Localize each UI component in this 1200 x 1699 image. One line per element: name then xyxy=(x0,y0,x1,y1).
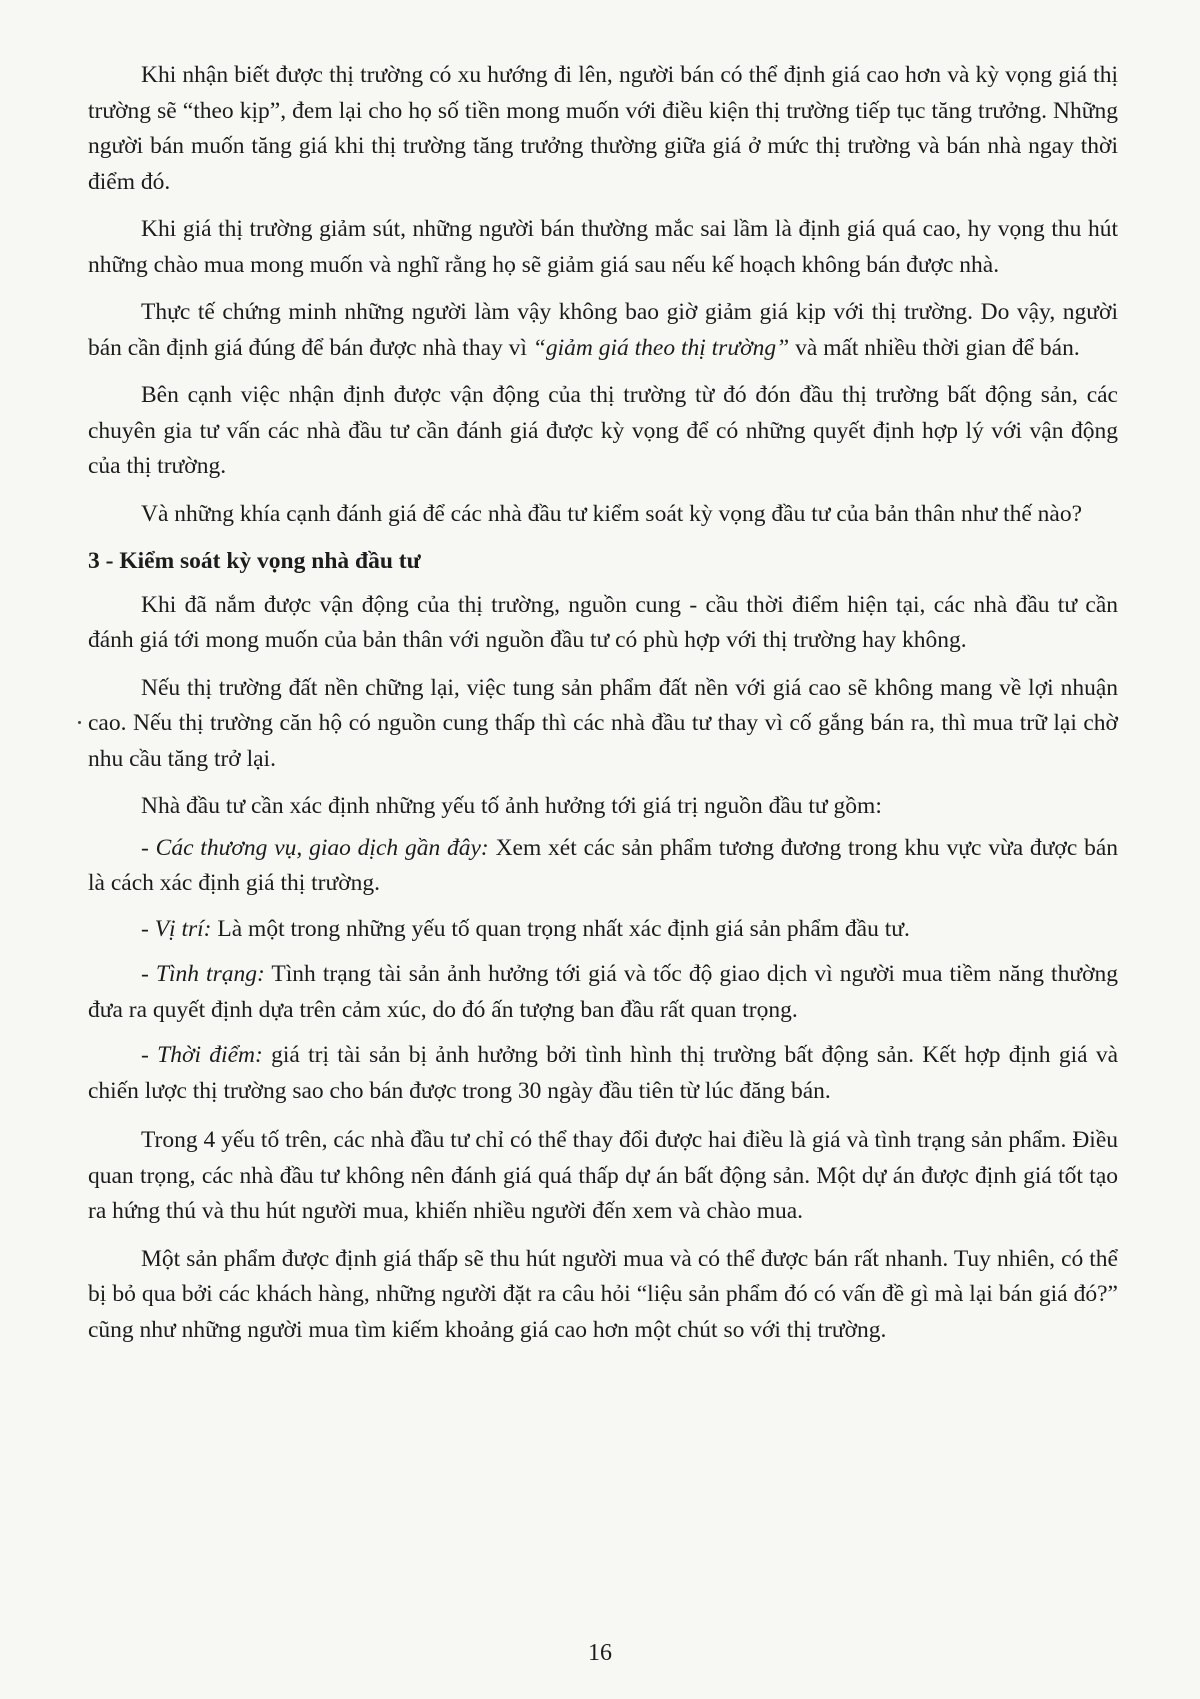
list-dash: - xyxy=(141,1042,158,1068)
paragraph: Trong 4 yếu tố trên, các nhà đầu tư chỉ có thể thay đổi được hai điều là giá và tình trạng sản phẩm. Điều quan trọng, các nhà đầu tư không nên đánh giá quá thấp dự án bất động sản. Một dự án được định giá tốt tạo ra hứng thú và thu hút người mua, khiến nhiều người đến xem và chào mua. xyxy=(88,1127,1118,1224)
paragraph: Nếu thị trường đất nền chững lại, việc tung sản phẩm đất nền với giá cao sẽ không mang về lợi nhuận cao. Nếu thị trường căn hộ có nguồn cung thấp thì các nhà đầu tư thay vì cố gắng bán ra, thì mua trữ lại chờ nhu cầu tăng trở lại. xyxy=(88,674,1118,772)
italic-quote: “giảm giá theo thị trường” xyxy=(532,334,790,361)
list-dash: - xyxy=(141,834,156,861)
factor-item xyxy=(88,912,1118,948)
page-number: 16 xyxy=(588,1640,612,1666)
paragraph: Và những khía cạnh đánh giá để các nhà đầu tư kiểm soát kỳ vọng đầu tư của bản thân như thế nào? xyxy=(141,500,1083,527)
factor-item xyxy=(88,831,1118,902)
paragraph: Khi đã nắm được vận động của thị trường, nguồn cung - cầu thời điểm hiện tại, các nhà đầu tư cần đánh giá tới mong muốn của bản thân với nguồn đầu tư có phù hợp với thị trường hay không. xyxy=(88,591,1118,653)
scan-speck xyxy=(78,721,81,724)
list-dash: - xyxy=(141,961,156,987)
page-body xyxy=(88,58,1118,1360)
paragraph: Một sản phẩm được định giá thấp sẽ thu hút người mua và có thể được bán rất nhanh. Tuy nhiên, có thể bị bỏ qua bởi các khách hàng, những người đặt ra câu hỏi “liệu sản phẩm đó có vấn đề gì mà lại bán giá đó?” cũng như những người mua tìm kiếm khoảng giá cao hơn một chút so với thị trường. xyxy=(88,1245,1118,1343)
paragraph: Bên cạnh việc nhận định được vận động của thị trường từ đó đón đầu thị trường bất động sản, các chuyên gia tư vấn các nhà đầu tư cần đánh giá được kỳ vọng để có những quyết định hợp lý với vận động của thị trường. xyxy=(88,382,1118,479)
section-heading: 3 - Kiểm soát kỳ vọng nhà đầu tư xyxy=(88,548,421,574)
factor-item xyxy=(88,1038,1118,1109)
list-dash: - xyxy=(141,915,155,942)
factor-term: Thời điểm: xyxy=(157,1042,263,1068)
paragraph xyxy=(88,295,1118,366)
factor-text: Là một trong những yếu tố quan trọng nhất xác định giá sản phẩm đầu tư. xyxy=(211,915,910,942)
factor-term: Vị trí: xyxy=(154,915,212,942)
factor-text: giá trị tài sản bị ảnh hưởng bởi tình hình thị trường bất động sản. Kết hợp định giá và chiến lược thị trường sao cho bán được trong 30 ngày đầu tiên từ lúc đăng bán. xyxy=(88,1042,1119,1104)
paragraph: Khi giá thị trường giảm sút, những người bán thường mắc sai lầm là định giá quá cao, hy vọng thu hút những chào mua mong muốn và nghĩ rằng họ sẽ giảm giá sau nếu kế hoạch không bán được nhà. xyxy=(88,216,1118,278)
factor-term: Các thương vụ, giao dịch gần đây: xyxy=(155,834,489,861)
factor-text: Tình trạng tài sản ảnh hưởng tới giá và tốc độ giao dịch vì người mua tiềm năng thường đưa ra quyết định dựa trên cảm xúc, do đó ấn tượng ban đầu rất quan trọng. xyxy=(88,961,1119,1023)
factor-text: Xem xét các sản phẩm tương đương trong khu vực vừa được bán là cách xác định giá thị trường. xyxy=(88,834,1119,896)
paragraph-text: và mất nhiều thời gian để bán. xyxy=(789,334,1080,361)
paragraph: Khi nhận biết được thị trường có xu hướng đi lên, người bán có thể định giá cao hơn và kỳ vọng giá thị trường sẽ “theo kịp”, đem lại cho họ số tiền mong muốn với điều kiện thị trường tiếp tục tăng trưởng. Những người bán muốn tăng giá khi thị trường tăng trưởng thường giữa giá ở mức thị trường và bán nhà ngay thời điểm đó. xyxy=(88,62,1118,195)
paragraph: Nhà đầu tư cần xác định những yếu tố ảnh hưởng tới giá trị nguồn đầu tư gồm: xyxy=(141,793,882,819)
paragraph-text: Thực tế chứng minh những người làm vậy không bao giờ giảm giá kịp với thị trường. Do vậy, người bán cần định giá đúng để bán được nhà thay vì xyxy=(88,299,1118,361)
factor-item xyxy=(88,957,1118,1028)
factor-term: Tình trạng: xyxy=(155,961,265,987)
